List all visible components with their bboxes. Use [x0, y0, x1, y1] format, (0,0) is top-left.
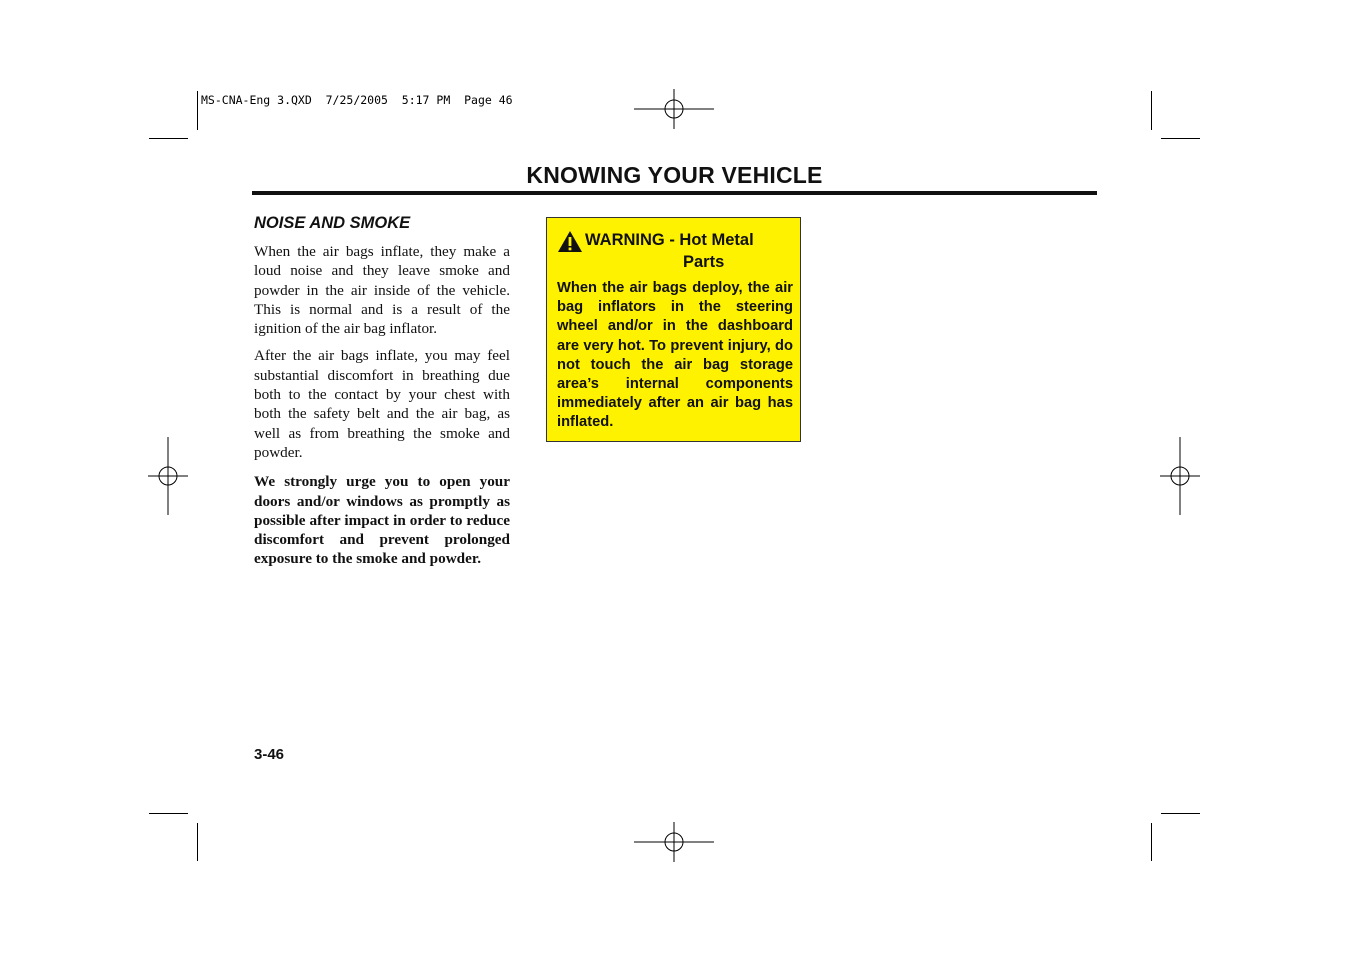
crop-mark-top-right-vertical — [1151, 91, 1152, 130]
warning-title-line2: Parts — [683, 253, 725, 271]
crop-mark-bottom-right-horizontal — [1161, 813, 1200, 814]
page-number: 3-46 — [254, 746, 285, 763]
registration-mark-right-icon — [1160, 437, 1200, 515]
body-paragraph: When the air bags inflate, they make a loud noise and they leave smoke and powder in the air inside of the vehicle. This is normal and is a result of the ignition of the air bag inflator. — [254, 243, 510, 338]
title-rule — [252, 191, 1097, 195]
crop-mark-top-left-horizontal — [149, 138, 188, 139]
registration-mark-top-icon — [634, 89, 714, 129]
crop-mark-bottom-left-vertical — [197, 823, 198, 861]
warning-triangle-icon — [557, 230, 583, 253]
crop-mark-bottom-right-vertical — [1151, 823, 1152, 861]
crop-mark-top-left-vertical — [197, 91, 198, 130]
body-paragraph: After the air bags inflate, you may feel substantial discomfort in breathing due both to the contact by your chest with both the safety belt and the air bag, as well as from breathing the smoke and powder. — [254, 347, 510, 461]
warning-box — [546, 217, 801, 442]
crop-mark-top-right-horizontal — [1161, 138, 1200, 139]
crop-mark-bottom-left-horizontal — [149, 813, 188, 814]
left-column — [254, 214, 510, 577]
noise-and-smoke-heading: NOISE AND SMOKE — [254, 214, 411, 232]
warning-title-line1: WARNING - Hot Metal — [585, 231, 754, 249]
print-slug: MS-CNA-Eng 3.QXD 7/25/2005 5:17 PM Page 46 — [201, 93, 513, 107]
registration-mark-left-icon — [148, 437, 188, 515]
registration-mark-bottom-icon — [634, 822, 714, 862]
emphasis-paragraph: We strongly urge you to open your doors and/or windows as promptly as possible after impact in order to reduce discomfort and prevent prolonged exposure to the smoke and powder. — [254, 473, 510, 568]
warning-body: When the air bags deploy, the air bag inflators in the steering wheel and/or in the dashboard are very hot. To prevent injury, do not touch the air bag storage area’s internal components immediately after an air bag has inflated. — [557, 280, 793, 431]
section-title: KNOWING YOUR VEHICLE — [526, 162, 823, 188]
